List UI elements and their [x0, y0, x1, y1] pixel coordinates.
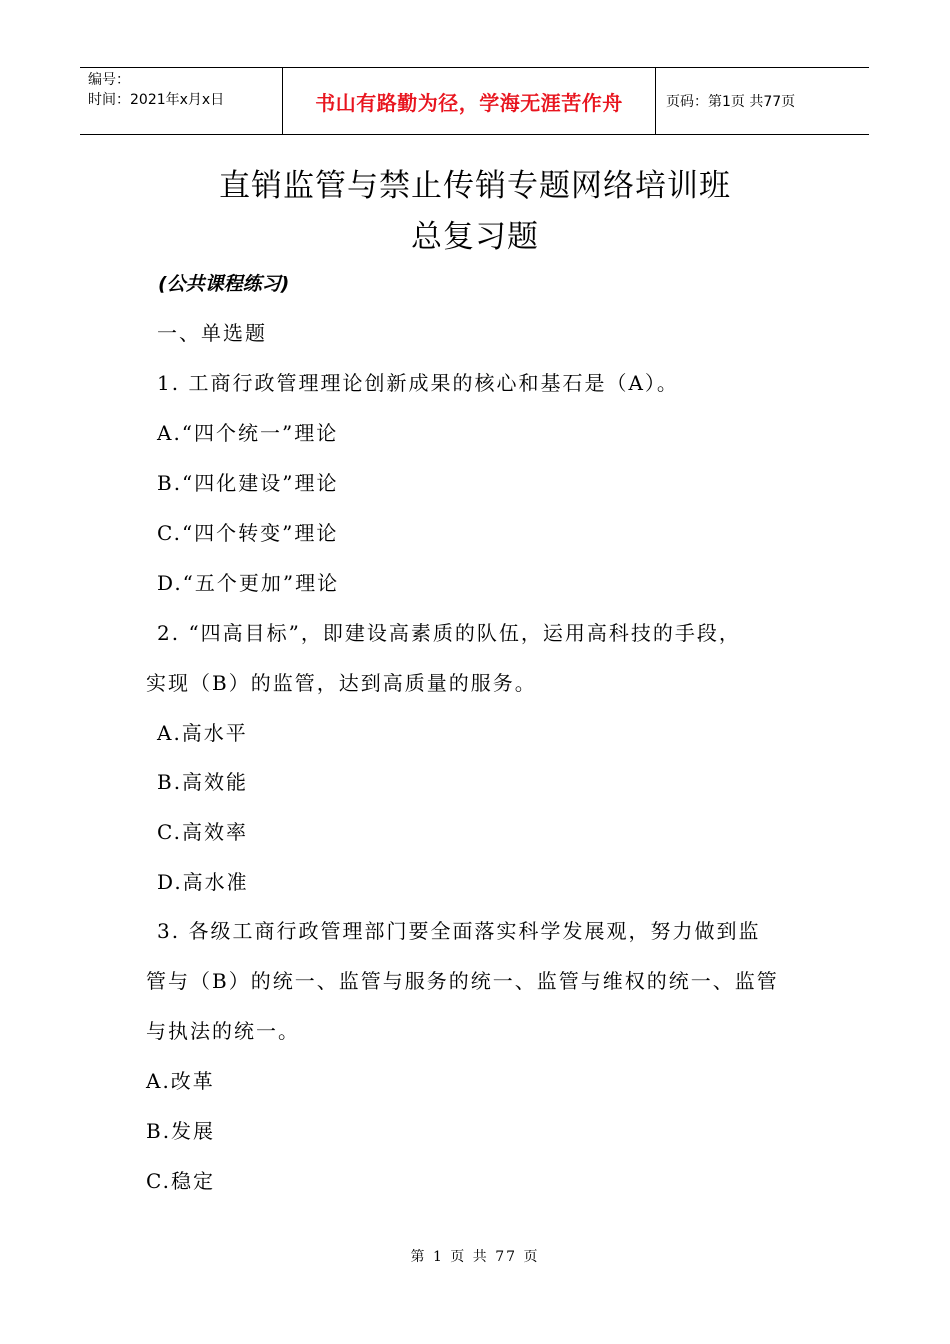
- header-left-cell: [80, 68, 282, 134]
- question-2-stem-continued: 实现（B）的监管，达到高质量的服务。: [146, 671, 537, 695]
- header-motto-cell: [282, 68, 656, 134]
- document-subtitle: (公共课程练习): [158, 273, 290, 295]
- question-3-option-b: B.发展: [146, 1119, 216, 1143]
- question-3-option-c: C.稳定: [146, 1169, 215, 1193]
- document-title-line2: 总复习题: [411, 219, 539, 255]
- question-3-stem-end: 与执法的统一。: [146, 1019, 300, 1043]
- question-2-stem: 2. “四高目标”，即建设高素质的队伍，运用高科技的手段，: [157, 621, 741, 645]
- question-1-option-c: C.“四个转变”理论: [157, 521, 339, 545]
- question-3-option-a: A.改革: [146, 1069, 215, 1093]
- page-footer: 第 1 页 共 77 页: [410, 1249, 540, 1265]
- section-heading: 一、单选题: [157, 321, 267, 345]
- question-3-stem-continued: 管与（B）的统一、监管与服务的统一、监管与维权的统一、监管: [146, 969, 779, 993]
- document-title: 直销监管与禁止传销专题网络培训班: [219, 168, 731, 204]
- question-1-option-d: D.“五个更加”理论: [157, 571, 340, 595]
- question-1-stem: 1. 工商行政管理理论创新成果的核心和基石是（A）。: [157, 371, 679, 395]
- question-2-option-b: B.高效能: [157, 770, 249, 794]
- question-1-option-b: B.“四化建设”理论: [157, 471, 339, 495]
- header-motto: 书山有路勤为径，学海无涯苦作舟: [315, 90, 623, 115]
- question-2-option-d: D.高水准: [157, 870, 249, 894]
- page-header: [80, 67, 869, 135]
- document-number-label: 编号：: [88, 72, 130, 88]
- question-1-option-a: A.“四个统一”理论: [157, 421, 339, 445]
- question-2-option-a: A.高水平: [157, 721, 248, 745]
- question-2-option-c: C.高效率: [157, 820, 248, 844]
- header-page-cell: [656, 68, 869, 134]
- question-3-stem: 3. 各级工商行政管理部门要全面落实科学发展观，努力做到监: [157, 919, 761, 943]
- document-date: 时间：2021年x月x日: [88, 92, 225, 108]
- header-page-info: 页码：第1页 共77页: [666, 94, 796, 110]
